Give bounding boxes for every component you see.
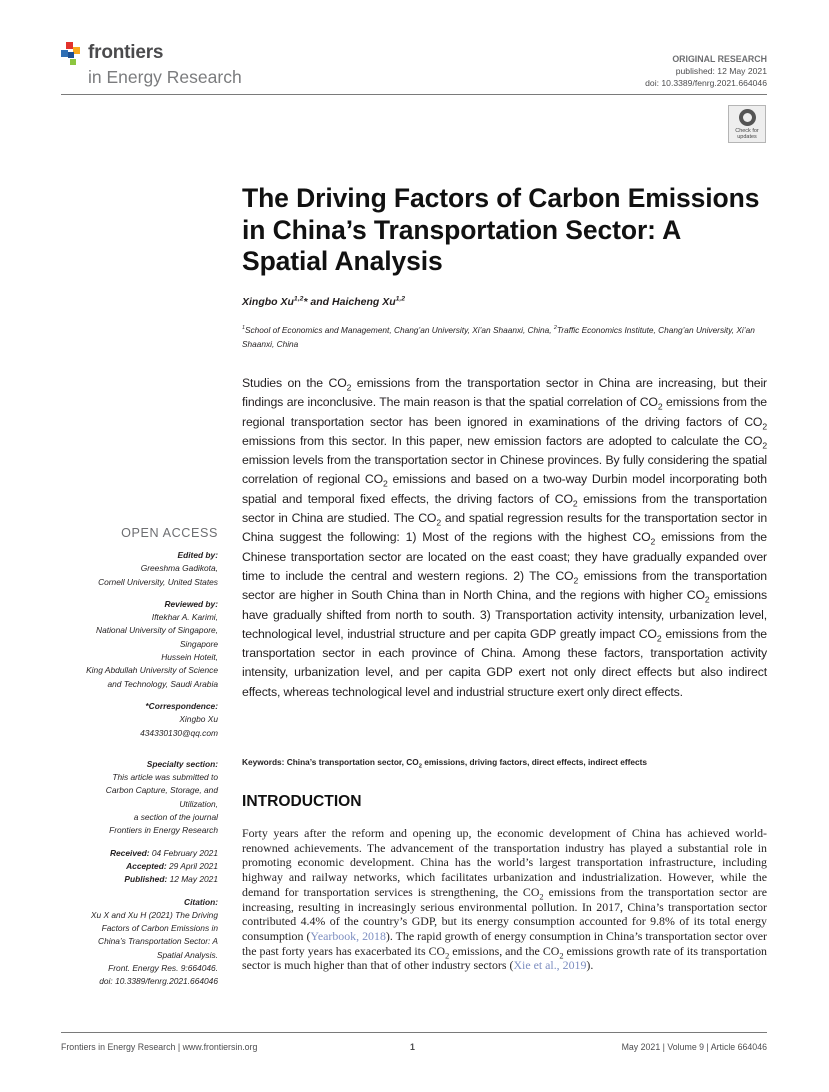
specialty-line: This article was submitted to (112, 772, 218, 783)
author-affiliation-sup: 1,2 (293, 295, 304, 303)
reviewer-line[interactable]: Hussein Hoteit, (161, 652, 218, 663)
author-list (242, 296, 405, 308)
specialty-line: a section of the journal (133, 812, 218, 823)
abstract: Studies on the $CO_2$ emissions from the transportation sector in China are increasing, but their findings are inconclusive. The main reason is that the spatial correlation of $CO_2$ emissions from the regional transportation sector has been ignored in examinations of the driving factors of $CO_2$ emissions from this sector. In this paper, new emission factors are adopted to calculate the $CO_2$ emission levels from the transportation sector in Chinese provinces. By fully considering the spatial correlation of regional $CO_2$ emissions and based on a two-way Durbin model incorporating both spatial and temporal fixed effects, the driving factors of $CO_2$ emissions from the transportation sector in China are studied. The $CO_2$ and spatial regression results for the transportation sector in China suggest the following: 1) Most of the regions with the highest $CO_2$ emissions from the Chinese transportation sector are located on the east coast; they have gradually expanded over time to include the central and western regions. 2) The $CO_2$ emissions from the transportation sector are higher in South China than in North China, and the regions with higher $CO_2$ emissions have gradually shifted from north to south. 3) Transportation activity intensity, urbanization level, technological level, industrial structure and per capita GDP greatly impact $CO_2$ emissions from the transportation sector in each province of China. Among these factors, transportation activity intensity, urbanization level, and per capita GDP exert not only direct effects but also indirect effects, whereas technological level and industrial structure exert only direct effects. (242, 376, 768, 699)
specialty-line: Carbon Capture, Storage, and (105, 785, 218, 796)
received-date: Received: 04 February 2021 (109, 847, 218, 858)
citation-line: Xu X and Xu H (2021) The Driving (90, 909, 218, 920)
affiliations: $^1$School of Economics and Management, Chang’an University, Xi’an Shaanxi, China, $^2$Traffic Economics Institute, Chang’an University, Xi’an Shaanxi, China (242, 325, 755, 349)
citation-link[interactable]: Xie et al., 2019 (513, 958, 587, 973)
frontiers-logo-icon (61, 42, 83, 68)
correspondence-email[interactable]: 434330130@qq.com (140, 727, 218, 738)
reviewer-line[interactable]: Iftekhar A. Karimi, (151, 612, 218, 623)
reviewer-line: Singapore (179, 638, 218, 649)
specialty-line: Frontiers in Energy Research (109, 825, 218, 836)
citation-label: Citation: (184, 896, 218, 907)
footer-journal-link[interactable]: Frontiers in Energy Research | www.frontiersin.org (61, 1042, 258, 1052)
crossmark-label: Check for updates (735, 128, 759, 140)
section-heading: INTRODUCTION (242, 793, 362, 810)
editor-line[interactable]: Greeshma Gadikota, (140, 563, 218, 574)
journal-name: in Energy Research (88, 67, 242, 87)
check-for-updates-badge[interactable] (728, 105, 766, 143)
correspondence-label: *Correspondence: (145, 700, 218, 711)
reviewer-line: and Technology, Saudi Arabia (107, 678, 218, 689)
reviewer-line: King Abdullah University of Science (86, 665, 218, 676)
header-divider (61, 94, 767, 95)
edited-by-label: Edited by: (177, 550, 218, 560)
article-doi[interactable]: doi: 10.3389/fenrg.2021.664046 (645, 78, 767, 88)
introduction-paragraph: Forty years after the reform and opening up, the economic development of China has achieved world-renowned achievements. The advancement of the transportation industry has played a substantial role in promoting economic development. China has the world’s largest transportation infrastructure, including highway and railway networks, which facilitates urbanization and industrialization. However, while the demand for transportation services is strengthening, the $CO_2$ emissions from the transportation sector are increasing, resulting in increasingly serious environmental pollution. In 2017, China’s transportation sector contributed 4.4% of the country’s GDP, but its energy consumption accounted for 9.8% of its total energy consumption (Yearbook, 2018). The rapid growth of energy consumption in China’s transportation sector over the past forty years has exacerbated its $CO_2$ emissions, and the $CO_2$ emissions growth rate of its transportation sector is much higher than that of other industry sectors (Xie et al., 2019). (242, 826, 768, 973)
author-name[interactable]: Haicheng Xu (332, 296, 396, 308)
footer-volume-info: May 2021 | Volume 9 | Article 664046 (621, 1042, 767, 1052)
correspondence-line: Xingbo Xu (179, 714, 218, 725)
citation-line: Factors of Carbon Emissions in (101, 923, 218, 934)
article-type: ORIGINAL RESEARCH (672, 54, 767, 64)
article-meta (645, 53, 767, 89)
author-conjunction: and (307, 296, 333, 308)
footer-divider (61, 1032, 767, 1033)
article-title: The Driving Factors of Carbon Emissions in China’s Transportation Sector: A Spatial Analysis (242, 183, 760, 276)
published-date-sidebar: Published: 12 May 2021 (124, 874, 218, 885)
author-affiliation-sup: 1,2 (395, 295, 406, 303)
citation-line: China’s Transportation Sector: A (98, 936, 218, 947)
citation-line: Spatial Analysis. (156, 949, 218, 960)
accepted-date: Accepted: 29 April 2021 (126, 860, 218, 871)
reviewed-by-label: Reviewed by: (164, 598, 218, 609)
specialty-line: Utilization, (179, 798, 218, 809)
author-name[interactable]: Xingbo Xu (242, 296, 294, 308)
citation-line: Front. Energy Res. 9:664046. (108, 963, 218, 974)
article-sidebar (40, 525, 218, 989)
open-access-label: OPEN ACCESS (121, 526, 218, 540)
page-number: 1 (410, 1042, 415, 1052)
keywords: Keywords: China’s transportation sector, $CO_2$ emissions, driving factors, direct effects, indirect effects (242, 757, 647, 770)
specialty-section-label: Specialty section: (146, 758, 218, 769)
journal-logo[interactable] (61, 40, 261, 90)
reviewer-line: National University of Singapore, (96, 625, 218, 636)
citation-doi[interactable]: doi: 10.3389/fenrg.2021.664046 (99, 976, 218, 987)
brand-name: frontiers (88, 42, 164, 63)
citation-link[interactable]: Yearbook, 2018 (310, 928, 386, 943)
corresponding-mark: * (303, 296, 308, 308)
published-date: published: 12 May 2021 (675, 66, 767, 76)
crossmark-icon (739, 109, 756, 126)
editor-line: Cornell University, United States (98, 576, 218, 587)
